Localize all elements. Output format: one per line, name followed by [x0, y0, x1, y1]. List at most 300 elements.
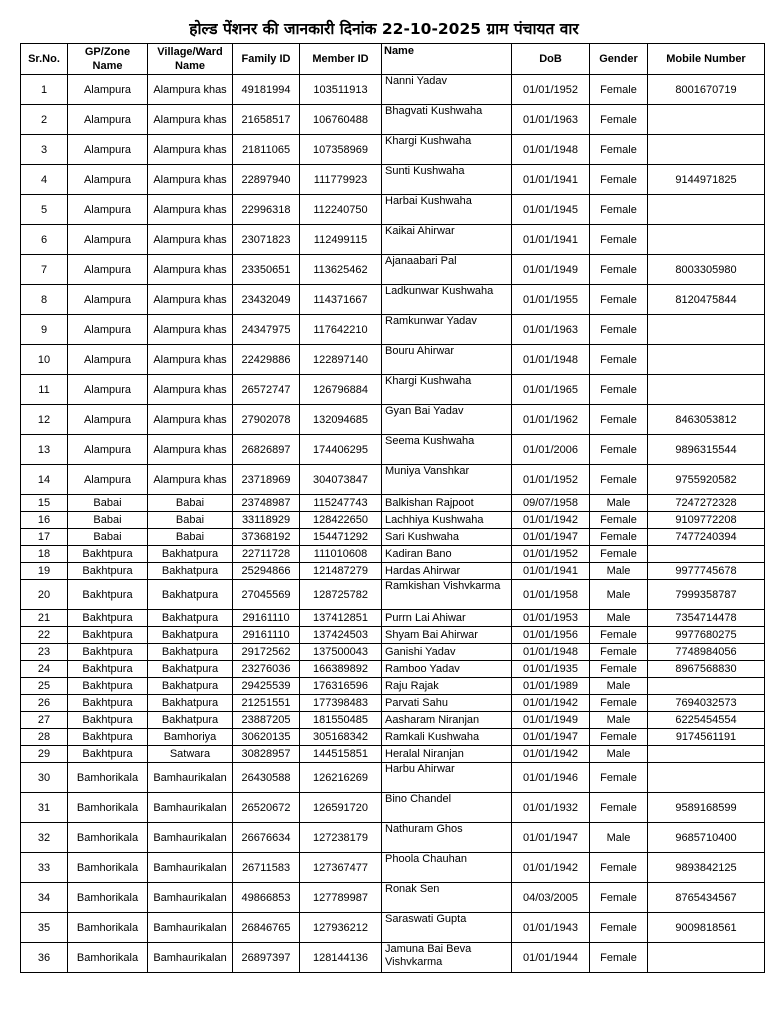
cell-village: Alampura khas	[148, 375, 233, 405]
cell-member-id: 111010608	[300, 546, 382, 563]
cell-name: Saraswati Gupta	[382, 913, 512, 943]
cell-name: Parvati Sahu	[382, 695, 512, 712]
cell-family-id: 29172562	[233, 644, 300, 661]
cell-village: Bamhaurikalan	[148, 883, 233, 913]
cell-dob: 01/01/1963	[512, 105, 590, 135]
cell-gp-zone: Bamhorikala	[68, 943, 148, 973]
cell-dob: 04/03/2005	[512, 883, 590, 913]
cell-mobile	[648, 105, 765, 135]
col-family-id: Family ID	[233, 44, 300, 75]
cell-member-id: 177398483	[300, 695, 382, 712]
cell-sr-no: 36	[21, 943, 68, 973]
cell-dob: 01/01/1942	[512, 695, 590, 712]
table-row	[21, 375, 765, 405]
cell-gender: Male	[590, 746, 648, 763]
cell-gp-zone: Bakhtpura	[68, 661, 148, 678]
cell-dob: 01/01/1947	[512, 529, 590, 546]
cell-gp-zone: Alampura	[68, 375, 148, 405]
cell-sr-no: 15	[21, 495, 68, 512]
cell-gender: Male	[590, 563, 648, 580]
cell-gp-zone: Bakhtpura	[68, 712, 148, 729]
table-row	[21, 627, 765, 644]
cell-name: Purrn Lai Ahiwar	[382, 610, 512, 627]
cell-gp-zone: Alampura	[68, 405, 148, 435]
cell-gender: Female	[590, 793, 648, 823]
cell-mobile: 8765434567	[648, 883, 765, 913]
cell-name: Phoola Chauhan	[382, 853, 512, 883]
cell-gp-zone: Bakhtpura	[68, 563, 148, 580]
cell-name: Shyam Bai Ahirwar	[382, 627, 512, 644]
cell-name: Muniya Vanshkar	[382, 465, 512, 495]
cell-family-id: 23718969	[233, 465, 300, 495]
cell-sr-no: 16	[21, 512, 68, 529]
cell-member-id: 117642210	[300, 315, 382, 345]
cell-sr-no: 8	[21, 285, 68, 315]
cell-mobile: 9977745678	[648, 563, 765, 580]
cell-name: Heralal Niranjan	[382, 746, 512, 763]
cell-family-id: 23748987	[233, 495, 300, 512]
cell-dob: 01/01/1952	[512, 546, 590, 563]
cell-village: Bakhatpura	[148, 695, 233, 712]
cell-sr-no: 17	[21, 529, 68, 546]
cell-gender: Female	[590, 695, 648, 712]
table-row	[21, 610, 765, 627]
cell-mobile	[648, 135, 765, 165]
cell-gp-zone: Babai	[68, 495, 148, 512]
cell-dob: 01/01/1945	[512, 195, 590, 225]
cell-sr-no: 5	[21, 195, 68, 225]
cell-name: Kadiran Bano	[382, 546, 512, 563]
cell-dob: 01/01/2006	[512, 435, 590, 465]
cell-mobile: 9893842125	[648, 853, 765, 883]
cell-name: Ramboo Yadav	[382, 661, 512, 678]
cell-gender: Female	[590, 853, 648, 883]
cell-gp-zone: Bamhorikala	[68, 883, 148, 913]
pensioner-table	[20, 43, 765, 973]
cell-gender: Female	[590, 644, 648, 661]
table-row	[21, 495, 765, 512]
cell-gp-zone: Bakhtpura	[68, 695, 148, 712]
cell-gender: Female	[590, 729, 648, 746]
table-row	[21, 823, 765, 853]
cell-sr-no: 12	[21, 405, 68, 435]
cell-gp-zone: Alampura	[68, 105, 148, 135]
cell-gender: Female	[590, 627, 648, 644]
cell-name: Khargi Kushwaha	[382, 135, 512, 165]
cell-member-id: 115247743	[300, 495, 382, 512]
cell-member-id: 154471292	[300, 529, 382, 546]
cell-village: Satwara	[148, 746, 233, 763]
cell-sr-no: 10	[21, 345, 68, 375]
cell-mobile: 8001670719	[648, 75, 765, 105]
table-row	[21, 75, 765, 105]
cell-mobile: 9009818561	[648, 913, 765, 943]
col-village: Village/Ward Name	[148, 44, 233, 75]
cell-name: Ramkali Kushwaha	[382, 729, 512, 746]
cell-name: Bino Chandel	[382, 793, 512, 823]
cell-family-id: 22711728	[233, 546, 300, 563]
cell-gender: Female	[590, 405, 648, 435]
cell-sr-no: 7	[21, 255, 68, 285]
cell-family-id: 30620135	[233, 729, 300, 746]
table-row	[21, 712, 765, 729]
cell-member-id: 181550485	[300, 712, 382, 729]
cell-mobile: 8003305980	[648, 255, 765, 285]
cell-village: Alampura khas	[148, 435, 233, 465]
cell-village: Bamhaurikalan	[148, 763, 233, 793]
cell-sr-no: 35	[21, 913, 68, 943]
cell-member-id: 132094685	[300, 405, 382, 435]
cell-gender: Female	[590, 883, 648, 913]
cell-member-id: 103511913	[300, 75, 382, 105]
cell-village: Bamhaurikalan	[148, 793, 233, 823]
cell-mobile: 7748984056	[648, 644, 765, 661]
table-row	[21, 883, 765, 913]
cell-family-id: 22996318	[233, 195, 300, 225]
cell-member-id: 304073847	[300, 465, 382, 495]
cell-mobile	[648, 315, 765, 345]
cell-village: Alampura khas	[148, 345, 233, 375]
table-row	[21, 105, 765, 135]
cell-mobile: 9977680275	[648, 627, 765, 644]
table-row	[21, 135, 765, 165]
cell-member-id: 126216269	[300, 763, 382, 793]
cell-family-id: 24347975	[233, 315, 300, 345]
cell-sr-no: 1	[21, 75, 68, 105]
cell-member-id: 174406295	[300, 435, 382, 465]
cell-dob: 01/01/1947	[512, 729, 590, 746]
table-row	[21, 195, 765, 225]
table-row	[21, 405, 765, 435]
cell-gender: Female	[590, 135, 648, 165]
cell-member-id: 106760488	[300, 105, 382, 135]
cell-family-id: 21251551	[233, 695, 300, 712]
cell-family-id: 23350651	[233, 255, 300, 285]
cell-member-id: 114371667	[300, 285, 382, 315]
cell-sr-no: 30	[21, 763, 68, 793]
cell-name: Jamuna Bai Beva Vishvkarma	[382, 943, 512, 973]
table-row	[21, 943, 765, 973]
cell-gender: Male	[590, 495, 648, 512]
cell-village: Bamhaurikalan	[148, 853, 233, 883]
cell-gender: Female	[590, 165, 648, 195]
cell-family-id: 26846765	[233, 913, 300, 943]
cell-village: Babai	[148, 512, 233, 529]
cell-sr-no: 18	[21, 546, 68, 563]
cell-name: Kaikai Ahirwar	[382, 225, 512, 255]
cell-gender: Male	[590, 678, 648, 695]
table-row	[21, 165, 765, 195]
cell-gp-zone: Bamhorikala	[68, 823, 148, 853]
cell-name: Gyan Bai Yadav	[382, 405, 512, 435]
cell-village: Bakhatpura	[148, 712, 233, 729]
cell-family-id: 26897397	[233, 943, 300, 973]
cell-member-id: 144515851	[300, 746, 382, 763]
cell-village: Alampura khas	[148, 225, 233, 255]
cell-village: Bakhatpura	[148, 580, 233, 610]
cell-dob: 01/01/1932	[512, 793, 590, 823]
cell-name: Ramkunwar Yadav	[382, 315, 512, 345]
cell-dob: 01/01/1948	[512, 135, 590, 165]
col-gp-zone: GP/Zone Name	[68, 44, 148, 75]
cell-name: Lachhiya Kushwaha	[382, 512, 512, 529]
cell-gp-zone: Babai	[68, 512, 148, 529]
cell-sr-no: 4	[21, 165, 68, 195]
cell-dob: 01/01/1989	[512, 678, 590, 695]
cell-member-id: 128422650	[300, 512, 382, 529]
cell-sr-no: 23	[21, 644, 68, 661]
cell-gp-zone: Bamhorikala	[68, 913, 148, 943]
cell-member-id: 127238179	[300, 823, 382, 853]
cell-gp-zone: Alampura	[68, 75, 148, 105]
cell-village: Bakhatpura	[148, 610, 233, 627]
cell-member-id: 107358969	[300, 135, 382, 165]
cell-gender: Female	[590, 225, 648, 255]
table-row	[21, 746, 765, 763]
cell-village: Alampura khas	[148, 75, 233, 105]
cell-dob: 01/01/1941	[512, 165, 590, 195]
cell-family-id: 29161110	[233, 610, 300, 627]
cell-gender: Female	[590, 105, 648, 135]
cell-family-id: 30828957	[233, 746, 300, 763]
cell-mobile	[648, 225, 765, 255]
cell-dob: 01/01/1949	[512, 712, 590, 729]
cell-sr-no: 14	[21, 465, 68, 495]
cell-mobile: 9896315544	[648, 435, 765, 465]
cell-name: Bhagvati Kushwaha	[382, 105, 512, 135]
cell-mobile: 7694032573	[648, 695, 765, 712]
table-row	[21, 563, 765, 580]
cell-family-id: 22429886	[233, 345, 300, 375]
cell-gender: Male	[590, 580, 648, 610]
cell-gender: Female	[590, 529, 648, 546]
cell-gp-zone: Bakhtpura	[68, 580, 148, 610]
cell-name: Ajanaabari Pal	[382, 255, 512, 285]
table-row	[21, 580, 765, 610]
table-row	[21, 285, 765, 315]
cell-mobile	[648, 546, 765, 563]
cell-family-id: 23276036	[233, 661, 300, 678]
cell-family-id: 26711583	[233, 853, 300, 883]
cell-village: Alampura khas	[148, 255, 233, 285]
cell-dob: 01/01/1955	[512, 285, 590, 315]
cell-sr-no: 2	[21, 105, 68, 135]
cell-family-id: 26520672	[233, 793, 300, 823]
table-row	[21, 529, 765, 546]
cell-dob: 01/01/1944	[512, 943, 590, 973]
cell-village: Alampura khas	[148, 195, 233, 225]
cell-member-id: 176316596	[300, 678, 382, 695]
cell-member-id: 122897140	[300, 345, 382, 375]
col-member-id: Member ID	[300, 44, 382, 75]
cell-gp-zone: Bakhtpura	[68, 627, 148, 644]
cell-family-id: 27045569	[233, 580, 300, 610]
cell-name: Seema Kushwaha	[382, 435, 512, 465]
cell-mobile: 7999358787	[648, 580, 765, 610]
cell-sr-no: 28	[21, 729, 68, 746]
cell-name: Nanni Yadav	[382, 75, 512, 105]
cell-member-id: 126591720	[300, 793, 382, 823]
cell-sr-no: 25	[21, 678, 68, 695]
table-row	[21, 763, 765, 793]
cell-sr-no: 3	[21, 135, 68, 165]
cell-mobile: 7247272328	[648, 495, 765, 512]
table-row	[21, 512, 765, 529]
cell-gender: Female	[590, 512, 648, 529]
cell-gp-zone: Babai	[68, 529, 148, 546]
col-sr-no: Sr.No.	[21, 44, 68, 75]
cell-sr-no: 32	[21, 823, 68, 853]
cell-dob: 01/01/1948	[512, 644, 590, 661]
cell-family-id: 29425539	[233, 678, 300, 695]
cell-member-id: 127789987	[300, 883, 382, 913]
cell-gender: Male	[590, 823, 648, 853]
cell-name: Ladkunwar Kushwaha	[382, 285, 512, 315]
cell-name: Ronak Sen	[382, 883, 512, 913]
cell-village: Babai	[148, 495, 233, 512]
table-row	[21, 695, 765, 712]
table-row	[21, 729, 765, 746]
cell-gender: Female	[590, 315, 648, 345]
cell-mobile: 9174561191	[648, 729, 765, 746]
cell-name: Hardas Ahirwar	[382, 563, 512, 580]
cell-gp-zone: Bakhtpura	[68, 729, 148, 746]
cell-sr-no: 13	[21, 435, 68, 465]
cell-mobile: 9589168599	[648, 793, 765, 823]
cell-name: Sunti Kushwaha	[382, 165, 512, 195]
cell-gender: Female	[590, 913, 648, 943]
cell-mobile	[648, 375, 765, 405]
cell-gender: Female	[590, 195, 648, 225]
cell-dob: 09/07/1958	[512, 495, 590, 512]
cell-gender: Female	[590, 465, 648, 495]
cell-sr-no: 22	[21, 627, 68, 644]
cell-dob: 01/01/1941	[512, 225, 590, 255]
table-row	[21, 661, 765, 678]
cell-name: Sari Kushwaha	[382, 529, 512, 546]
col-mobile: Mobile Number	[648, 44, 765, 75]
cell-mobile	[648, 763, 765, 793]
cell-village: Bamhaurikalan	[148, 913, 233, 943]
cell-name: Raju Rajak	[382, 678, 512, 695]
cell-gender: Female	[590, 661, 648, 678]
cell-gp-zone: Bakhtpura	[68, 678, 148, 695]
cell-member-id: 113625462	[300, 255, 382, 285]
cell-family-id: 21658517	[233, 105, 300, 135]
cell-dob: 01/01/1953	[512, 610, 590, 627]
cell-family-id: 23887205	[233, 712, 300, 729]
cell-gender: Female	[590, 763, 648, 793]
table-row	[21, 913, 765, 943]
cell-member-id: 137500043	[300, 644, 382, 661]
header-row	[21, 44, 765, 75]
cell-family-id: 26572747	[233, 375, 300, 405]
cell-dob: 01/01/1942	[512, 746, 590, 763]
cell-gp-zone: Bamhorikala	[68, 763, 148, 793]
cell-village: Alampura khas	[148, 405, 233, 435]
cell-family-id: 26430588	[233, 763, 300, 793]
cell-village: Bamhaurikalan	[148, 823, 233, 853]
cell-sr-no: 21	[21, 610, 68, 627]
cell-dob: 01/01/1935	[512, 661, 590, 678]
cell-name: Ganishi Yadav	[382, 644, 512, 661]
cell-mobile: 9755920582	[648, 465, 765, 495]
cell-dob: 01/01/1963	[512, 315, 590, 345]
table-row	[21, 678, 765, 695]
cell-gender: Female	[590, 345, 648, 375]
cell-family-id: 37368192	[233, 529, 300, 546]
cell-village: Bakhatpura	[148, 563, 233, 580]
cell-member-id: 128144136	[300, 943, 382, 973]
cell-member-id: 127367477	[300, 853, 382, 883]
cell-gp-zone: Alampura	[68, 255, 148, 285]
table-row	[21, 793, 765, 823]
table-row	[21, 853, 765, 883]
cell-member-id: 137412851	[300, 610, 382, 627]
cell-gender: Male	[590, 712, 648, 729]
cell-family-id: 21811065	[233, 135, 300, 165]
cell-name: Nathuram Ghos	[382, 823, 512, 853]
cell-family-id: 25294866	[233, 563, 300, 580]
cell-sr-no: 19	[21, 563, 68, 580]
cell-dob: 01/01/1942	[512, 853, 590, 883]
table-row	[21, 315, 765, 345]
cell-village: Bakhatpura	[148, 546, 233, 563]
cell-sr-no: 33	[21, 853, 68, 883]
cell-mobile: 9144971825	[648, 165, 765, 195]
cell-member-id: 112240750	[300, 195, 382, 225]
cell-family-id: 49866853	[233, 883, 300, 913]
cell-village: Alampura khas	[148, 165, 233, 195]
cell-name: Bouru Ahirwar	[382, 345, 512, 375]
cell-dob: 01/01/1942	[512, 512, 590, 529]
cell-village: Babai	[148, 529, 233, 546]
cell-village: Alampura khas	[148, 315, 233, 345]
cell-village: Alampura khas	[148, 285, 233, 315]
cell-gp-zone: Alampura	[68, 345, 148, 375]
cell-dob: 01/01/1965	[512, 375, 590, 405]
table-row	[21, 225, 765, 255]
cell-family-id: 27902078	[233, 405, 300, 435]
cell-village: Bamhoriya	[148, 729, 233, 746]
cell-member-id: 112499115	[300, 225, 382, 255]
cell-sr-no: 11	[21, 375, 68, 405]
col-gender: Gender	[590, 44, 648, 75]
table-row	[21, 546, 765, 563]
cell-gp-zone: Alampura	[68, 165, 148, 195]
cell-dob: 01/01/1947	[512, 823, 590, 853]
cell-gender: Female	[590, 943, 648, 973]
cell-member-id: 305168342	[300, 729, 382, 746]
cell-gp-zone: Alampura	[68, 135, 148, 165]
cell-village: Alampura khas	[148, 105, 233, 135]
cell-sr-no: 27	[21, 712, 68, 729]
cell-dob: 01/01/1952	[512, 465, 590, 495]
cell-mobile	[648, 746, 765, 763]
cell-sr-no: 34	[21, 883, 68, 913]
cell-family-id: 26676634	[233, 823, 300, 853]
table-row	[21, 465, 765, 495]
cell-member-id: 137424503	[300, 627, 382, 644]
cell-dob: 01/01/1956	[512, 627, 590, 644]
cell-name: Harbu Ahirwar	[382, 763, 512, 793]
cell-family-id: 22897940	[233, 165, 300, 195]
cell-gender: Male	[590, 610, 648, 627]
table-row	[21, 644, 765, 661]
cell-gp-zone: Alampura	[68, 315, 148, 345]
cell-village: Bamhaurikalan	[148, 943, 233, 973]
cell-gp-zone: Bakhtpura	[68, 546, 148, 563]
